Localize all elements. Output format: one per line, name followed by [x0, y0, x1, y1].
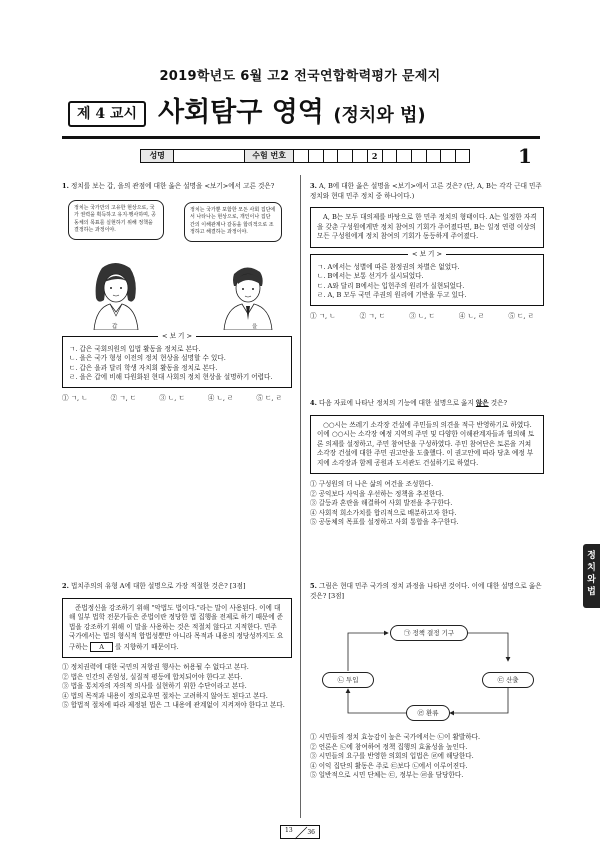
- question-number: 4.: [310, 399, 317, 407]
- answer-choice[interactable]: ④ 이익 집단의 활동은 주로 ㉢보다 ㉡에서 이루어진다.: [310, 761, 468, 770]
- column-divider: [300, 175, 301, 818]
- exam-number-box[interactable]: [294, 150, 309, 162]
- subject-main: 사회탐구 영역: [158, 97, 324, 128]
- period-badge: 제 4 교시: [68, 101, 146, 127]
- q1-choices: [62, 394, 292, 404]
- answer-choice[interactable]: ⑤ 일반적으로 시민 단체는 ㉢, 정부는 ㉣을 담당한다.: [310, 771, 464, 780]
- question-number: 3.: [310, 182, 317, 190]
- question-number: 5.: [310, 582, 317, 590]
- boy-figure-icon: [212, 260, 282, 330]
- node-output: ㉢ 산출: [482, 672, 534, 688]
- label-gap: 갑: [112, 323, 118, 330]
- answer-choice[interactable]: ④ ㄴ, ㄹ: [458, 311, 485, 320]
- answer-choice[interactable]: ② ㄱ, ㄷ: [359, 311, 386, 320]
- question-text: 법치주의의 유형 A에 대한 설명으로 가장 적절한 것은? [3점]: [71, 582, 246, 590]
- question-5-stem: [310, 582, 544, 601]
- answer-choice[interactable]: ② ㄱ, ㄷ: [110, 393, 137, 402]
- answer-choice[interactable]: ① ㄱ, ㄴ: [62, 393, 88, 402]
- subject-side-tab: [583, 544, 600, 608]
- name-label: 성명: [141, 150, 174, 162]
- exam-number-box[interactable]: [353, 150, 368, 162]
- question-text: 그림은 현대 민주 국가의 정치 과정을 나타낸 것이다. 이에 대한 설명으로 옳은 것은? [3점]: [310, 582, 542, 600]
- bogi-item: ㄴ. 을은 국가 형성 이전의 정치 현상을 설명할 수 있다.: [69, 354, 226, 363]
- answer-choice[interactable]: ③ 시민들의 요구를 반영한 의회의 입법은 ㉣에 해당한다.: [310, 752, 474, 761]
- question-3-stem: [310, 182, 544, 201]
- answer-choice[interactable]: ① ㄱ, ㄴ: [310, 311, 336, 320]
- bogi-item: ㄱ. 갑은 국회의원의 입법 활동을 정치로 본다.: [69, 344, 201, 353]
- bogi-item: ㄷ. 갑은 을과 달리 학생 자치회 활동을 정치로 본다.: [69, 363, 218, 372]
- blank-box: A: [90, 642, 113, 652]
- answer-choice[interactable]: ⑤ ㄷ, ㄹ: [256, 393, 282, 402]
- side-tab-char: 정: [587, 551, 596, 561]
- side-tab-char: 치: [587, 563, 596, 573]
- exam-number-box[interactable]: [397, 150, 412, 162]
- bogi-item: ㄱ. A에서는 성별에 따른 참정권의 차별은 없었다.: [317, 262, 460, 271]
- bogi-item: ㄹ. A, B 모두 국민 주권의 원리에 기반을 두고 있다.: [317, 291, 467, 300]
- q3-choices: [310, 312, 544, 322]
- speech-bubble-eul: 정치는 국가뿐 포함한 모든 사회 집단에서 나타나는 현상으로, 개인이나 집단 간의 이해관계나 갈등을 합리적으로 조정하고 해결하는 과정이야.: [184, 202, 282, 242]
- q1-illustration: [62, 198, 292, 330]
- question-2: [62, 582, 292, 711]
- subject-sub: (정치와 법): [333, 105, 426, 126]
- emphasis-underline: 않은: [475, 399, 489, 407]
- answer-choice[interactable]: ③ 갈등과 혼란을 해결하여 사회 발전을 추구한다.: [310, 499, 453, 508]
- q1-bogi-box: [62, 331, 292, 388]
- q2-choices: [62, 663, 292, 711]
- exam-number-box[interactable]: [441, 150, 456, 162]
- passage-text: 를 지향하기 때문이다.: [115, 642, 179, 651]
- answer-choice[interactable]: ① 정치권력에 대한 국민의 저항권 행사는 허용될 수 없다고 본다.: [62, 663, 249, 672]
- student-info-row: [140, 149, 470, 163]
- answer-choice[interactable]: ① 시민들의 정치 효능감이 높은 국가에서는 ㉡이 활발하다.: [310, 733, 481, 742]
- bogi-item: ㄹ. 을은 갑에 비해 다원화된 현대 사회의 정치 현상을 설명하기 어렵다.: [69, 373, 273, 382]
- question-3: [310, 182, 544, 321]
- page-footer: [280, 825, 320, 839]
- bogi-title: < 보 기 >: [408, 250, 446, 258]
- speech-bubble-gap: 정치는 국가만의 고유한 현상으로, 국가 권력을 획득하고 유지·행사하며, 공동체의 목표를 실현하기 위해 정책을 결정하는 과정이야.: [68, 200, 164, 240]
- footer-page: 13: [285, 827, 293, 834]
- question-number: 1.: [62, 182, 69, 190]
- answer-choice[interactable]: ② 공익보다 사익을 우선하는 정책을 추진한다.: [310, 489, 444, 498]
- question-text: 것은?: [490, 399, 508, 407]
- bogi-item: ㄷ. A와 달리 B에서는 입헌주의 원리가 실현되었다.: [317, 281, 465, 290]
- question-number: 2.: [62, 582, 69, 590]
- exam-number-box[interactable]: [324, 150, 339, 162]
- q3-bogi-box: [310, 249, 544, 306]
- answer-choice[interactable]: ⑤ 합법적 절차에 따라 제정된 법은 그 내용에 관계없이 지켜져야 한다고 본다.: [62, 701, 285, 710]
- answer-choice[interactable]: ④ 법의 목적과 내용이 정의로우면 절차는 고려하지 않아도 된다고 본다.: [62, 691, 268, 700]
- passage-text: 준법정신을 강조하기 위해 "악법도 법이다."라는 말이 사용된다. 이에 대해 일부 법학 전문가들은 준법이란 정당한 법 집행을 전제로 하기 때문에 준법을 강조하기 위해 이 말을 사용하는 것은 적절치 않다고 지적한다. 민주 국가에서는 법의 형식적 합법성뿐만 아니라 목적과 내용의 정당성까지도 요구하는: [69, 603, 284, 651]
- node-policy-making-body: ㉠ 정책 결정 기구: [390, 625, 468, 641]
- answer-choice[interactable]: ⑤ 공동체의 목표를 설정하고 사회 통합을 추구한다.: [310, 518, 459, 527]
- answer-choice[interactable]: ③ 법을 통치자의 자의적 의사를 실현하기 위한 수단이라고 본다.: [62, 682, 247, 691]
- label-eul: 을: [252, 323, 258, 330]
- side-tab-char: 법: [587, 587, 596, 597]
- q4-choices: [310, 480, 544, 528]
- header-divider: [62, 136, 540, 139]
- answer-choice[interactable]: ① 구성원의 더 나은 삶의 여건을 조성한다.: [310, 480, 434, 489]
- answer-choice[interactable]: ② 법은 인간의 존엄성, 실질적 평등에 합치되어야 한다고 본다.: [62, 672, 243, 681]
- q2-passage-box: [62, 598, 292, 659]
- side-tab-char: 와: [587, 575, 596, 585]
- question-4: [310, 399, 544, 528]
- answer-choice[interactable]: ③ ㄴ, ㄷ: [409, 311, 435, 320]
- exam-number-fixed-digit: 2: [368, 150, 383, 162]
- girl-figure-icon: [80, 260, 150, 330]
- question-5: [310, 582, 544, 781]
- subject-title: [158, 95, 426, 134]
- exam-number-box[interactable]: [309, 150, 324, 162]
- answer-choice[interactable]: ③ ㄴ, ㄷ: [159, 393, 185, 402]
- q3-passage-box: A, B는 모두 대의제를 바탕으로 한 민주 정치의 형태이다. A는 일정한 자격을 갖춘 구성원에게만 정치 참여의 기회가 주어졌다면, B는 일정 연령 이상의 모든 구성원에게 정치 참여의 기회가 동등하게 주어졌다.: [310, 207, 544, 248]
- page-number: 1: [518, 144, 532, 168]
- exam-number-box[interactable]: [412, 150, 427, 162]
- question-text: A, B에 대한 옳은 설명을 <보기>에서 고른 것은? (단, A, B는 각각 근대 민주 정치와 현대 민주 정치 중 하나이다.): [310, 182, 542, 200]
- question-1: [62, 182, 292, 403]
- answer-choice[interactable]: ④ ㄴ, ㄹ: [207, 393, 234, 402]
- node-input: ㉡ 투입: [322, 672, 374, 688]
- answer-choice[interactable]: ⑤ ㄷ, ㄹ: [508, 311, 534, 320]
- question-4-stem: [310, 399, 544, 409]
- bogi-title: < 보 기 >: [158, 332, 196, 340]
- q5-choices: [310, 733, 544, 781]
- bogi-item: ㄴ. B에서는 보통 선거가 실시되었다.: [317, 272, 424, 281]
- exam-number-box[interactable]: [427, 150, 442, 162]
- exam-number-box[interactable]: [383, 150, 398, 162]
- question-2-stem: [62, 582, 292, 592]
- exam-number-box[interactable]: [338, 150, 353, 162]
- question-1-stem: [62, 182, 292, 192]
- question-text: 정치를 보는 갑, 을의 관점에 대한 옳은 설명을 <보기>에서 고른 것은?: [71, 182, 275, 190]
- exam-title: 2019학년도 6월 고2 전국연합학력평가 문제지: [159, 69, 441, 84]
- name-field[interactable]: [174, 150, 245, 162]
- exam-number-label: 수험 번호: [245, 150, 294, 162]
- q4-passage-box: ○○시는 쓰레기 소각장 건설에 주민들의 의견을 적극 반영하기로 하였다. 이에 ○○시는 소각장 예정 지역의 주민 및 다양한 이해관계자들과 협의해 토론 의제를 설정하고, 주민 참여단을 구성하였다. 주민 참여단은 토론을 거쳐 소각장 건설에 대한 주민 권고안을 도출했다. 이 권고안에 따라 당초 예정 부지에 소각장과 함께 공원과 도서관도 건설하기로 하였다.: [310, 415, 544, 475]
- node-feedback: ㉣ 환류: [406, 705, 450, 721]
- answer-choice[interactable]: ④ 사회적 희소가치를 합리적으로 배분하고자 한다.: [310, 508, 457, 517]
- footer-total: 36: [307, 829, 315, 837]
- question-text: 다음 자료에 나타난 정치의 기능에 대한 설명으로 옳지: [319, 399, 474, 407]
- exam-number-box[interactable]: [456, 150, 469, 162]
- political-process-diagram: [310, 609, 544, 727]
- answer-choice[interactable]: ② 언론은 ㉡에 참여하여 정책 집행의 효율성을 높인다.: [310, 742, 468, 751]
